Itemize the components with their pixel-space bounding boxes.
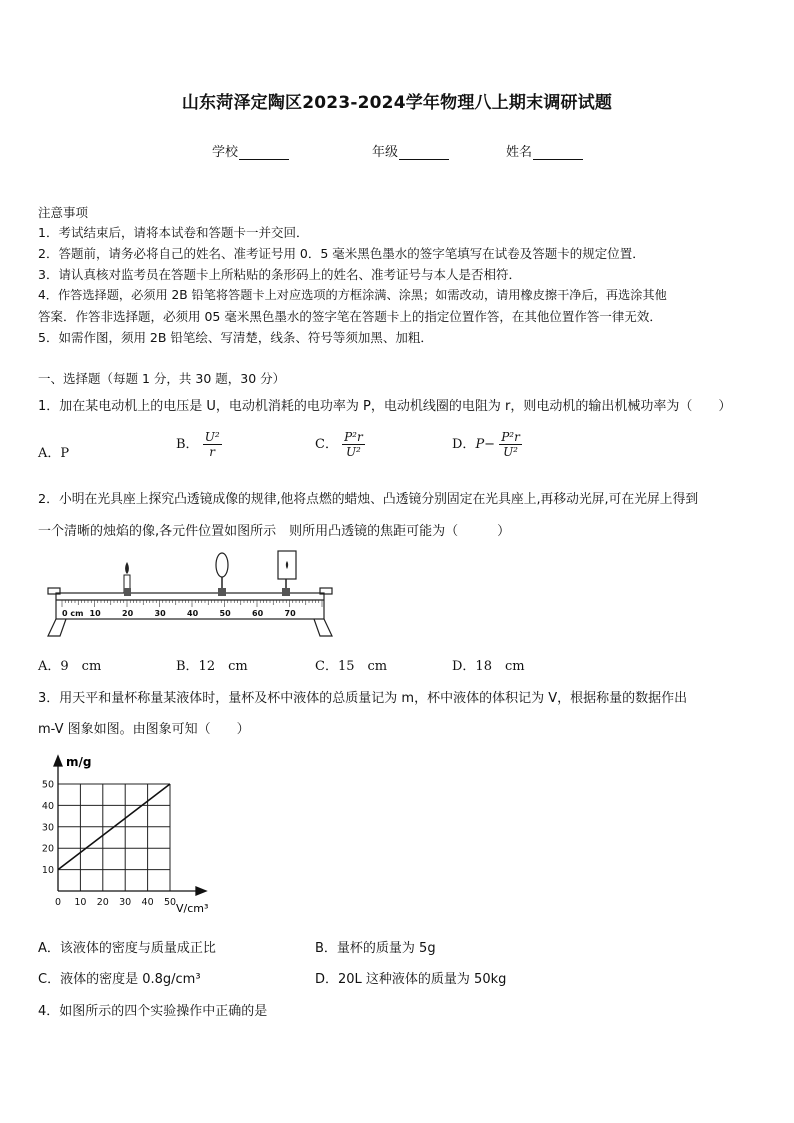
q1-option-d [452,430,522,459]
x-tick-label: 40 [141,897,154,908]
chart-grid [58,784,170,891]
y-tick-label: 40 [41,800,54,812]
school-field [212,141,289,160]
note-item: 1．考试结束后，请将本试卷和答题卡一并交回． [38,225,309,240]
q1-c-numerator: P²r [344,430,363,444]
q1-option-a: A．P [38,446,70,461]
y-tick-label: 50 [41,779,54,791]
q2-option-a: A．9 cm [38,659,102,674]
section-heading: 一、选择题（每题 1 分，共 30 题，30 分） [38,371,286,386]
q1-option-d-label: D． [452,437,476,452]
x-tick-label: 30 [119,897,132,908]
name-blank [533,147,583,160]
q1-d-numerator: P²r [501,430,520,444]
name-label: 姓名 [506,145,533,160]
x-axis-label: V/cm³ [176,902,209,915]
bench-tick-label: 70 [284,609,296,618]
q1-option-d-fraction [499,430,522,459]
y-tick-labels [42,780,54,877]
bench-ruler-ticks [62,600,322,607]
optical-bench-figure [44,548,334,640]
q3-option-c: C．液体的密度是 0.8g/cm³ [38,972,201,987]
question-3-line2: m-V 图象如图。由图象可知（ ） [38,722,250,737]
note-item: 5．如需作图，须用 2B 铅笔绘、写清楚，线条、符号等须加黑、加粗． [38,330,433,345]
q2-option-d: D．18 cm [452,659,525,674]
y-tick-label: 30 [41,822,54,834]
bench-tick-label: 60 [252,609,264,618]
q3-option-a: A．该液体的密度与质量成正比 [38,941,216,956]
note-item: 2．答题前，请务必将自己的姓名、准考证号用 0．5 毫米黑色墨水的签字笔填写在试卷及答题卡的规定位置． [38,246,645,261]
q1-option-b-fraction [203,430,222,459]
y-axis-label: m/g [66,755,92,769]
q1-b-numerator: U² [204,430,220,444]
x-tick-label: 0 [54,897,62,908]
q3-option-d: D．20L 这种液体的质量为 50kg [315,972,507,987]
x-tick-label: 50 [163,897,177,908]
q1-option-b-label: B． [176,437,199,452]
bench-tick-label: 0 cm [62,609,84,618]
q1-d-prefix: P− [475,437,496,452]
question-2-line2: 一个清晰的烛焰的像,各元件位置如图所示 则所用凸透镜的焦距可能为（ ） [38,524,511,539]
note-item: 4．作答选择题，必须用 2B 铅笔将答题卡上对应选项的方框涂满、涂黑；如需改动，请用橡皮擦干净后，再选涂其他 [38,288,667,302]
q1-c-denominator: U² [345,445,361,459]
convex-lens [216,553,228,596]
chart-axes [54,756,206,895]
note-item: 3．请认真核对监考员在答题卡上所粘贴的条形码上的姓名、准考证号与本人是否相符． [38,267,521,282]
q1-option-c-label: C． [315,437,338,452]
candle [124,562,131,596]
q3-option-b: B．量杯的质量为 5g [315,941,436,956]
grade-field [372,141,449,160]
y-tick-label: 10 [41,865,54,877]
y-tick-label: 20 [41,843,54,855]
name-field [506,141,583,160]
grade-blank [399,147,449,160]
x-tick-labels [55,897,176,908]
grade-label: 年级 [372,145,399,160]
page-title: 山东菏泽定陶区2023-2024学年物理八上期末调研试题 [181,93,613,113]
light-screen [278,551,296,596]
bench-tick-label: 50 [219,609,231,618]
question-2-line1: 2．小明在光具座上探究凸透镜成像的规律,他将点燃的蜡烛、凸透镜分别固定在光具座上,再移动光屏,可在光屏上得到 [38,492,699,507]
bench-tick-label: 20 [122,609,134,618]
school-label: 学校 [212,145,239,160]
bench-tick-label: 10 [89,609,101,618]
question-1-text: 1．加在某电动机上的电压是 U，电动机消耗的电功率为 P，电动机线圈的电阻为 r，则电动机的输出机械功率为（ ） [38,399,732,414]
q2-option-b: B．12 cm [176,659,248,674]
q1-b-denominator: r [209,445,216,459]
question-4-text: 4．如图所示的四个实验操作中正确的是 [38,1004,268,1019]
q2-option-c: C．15 cm [315,659,388,674]
x-tick-label: 20 [96,897,109,908]
bench-tick-label: 30 [154,609,166,618]
bench-tick-label: 40 [187,609,199,618]
bench-ruler-labels [62,609,296,618]
q1-d-denominator: U² [503,445,518,459]
x-tick-label: 10 [74,897,87,908]
question-3-line1: 3．用天平和量杯称量某液体时，量杯及杯中液体的总质量记为 m，杯中液体的体积记为 V，根据称量的数据作出 [38,691,688,706]
q1-option-c-fraction [342,430,365,459]
mv-graph [30,748,230,920]
q1-option-b [176,430,222,459]
notes-heading: 注意事项 [38,205,89,220]
q1-option-c [315,430,365,459]
school-blank [239,147,289,160]
note-item: 答案．作答非选择题，必须用 05 毫米黑色墨水的签字笔在答题卡上的指定位置作答，在其他位置作答一律无效． [38,309,662,324]
